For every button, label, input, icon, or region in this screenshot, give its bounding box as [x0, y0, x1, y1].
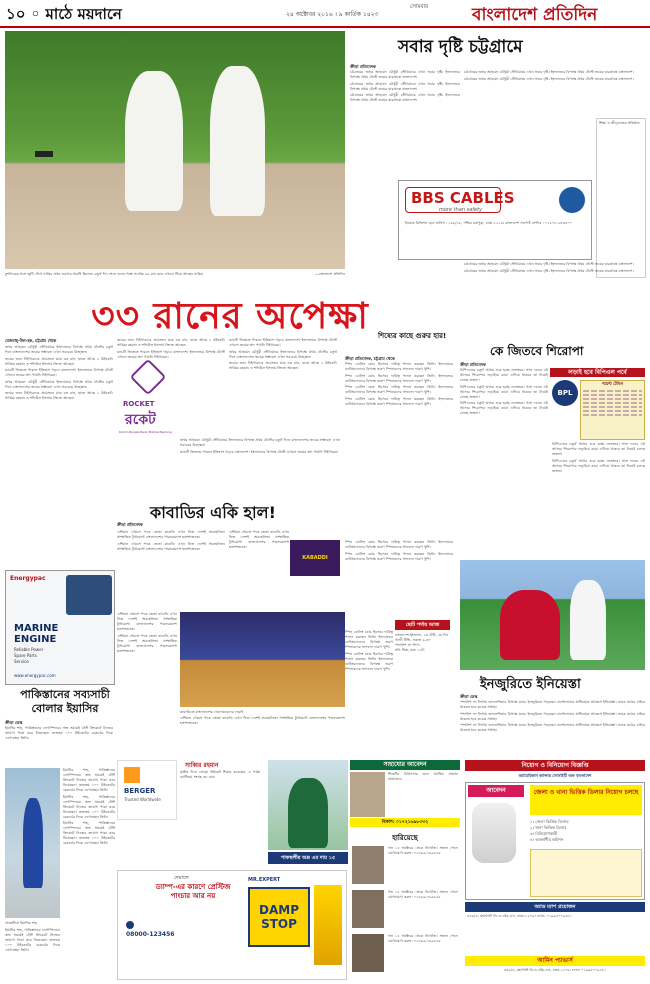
kabaddi-body-col4	[180, 716, 345, 756]
injury-paragraph: স্প্যানিশ লা লিগায় ভ্যালেন্সিয়ার বিপক্ষে ম্যাচে ইনজুরিতে পড়েছেন বার্সেলোনার অধিনায়ক আন্দ্রেস ইনিয়েস্তা। তাকে মাঠের বাইরে থাকতে হবে কয়েক সপ্তাহ।	[460, 723, 645, 732]
missing-body-2: গত ১৫ অক্টোবর থেকে নিখোঁজ। সন্ধান পেলে যোগাযোগ করুন: ০১৮৬৬-৭৯৯৮৫৫	[388, 890, 458, 899]
player-figure	[288, 778, 328, 848]
missing-person-photo-3	[352, 934, 384, 972]
main-paragraph: জহুর আহমেদ চৌধুরী স্টেডিয়ামে ইংল্যান্ডের বিপক্ষে প্রথম টেস্টের চতুর্থ দিনে বাংলাদেশের জয়ের সম্ভাবনা এখন সবচেয়ে উজ্জ্বল।	[180, 438, 340, 447]
continuation-paragraph: স্পিন বোলিং কোচ হিসেবে দায়িত্ব পালন করছেন তিনি। ইংল্যান্ডের ব্যাটসম্যানদের বিপক্ষে তরুণ স্পিনারদের সাফল্যে দারুণ খুশি।	[345, 540, 453, 549]
bbs-cable-icon	[559, 187, 585, 213]
recruit-footer-note: আমিন প্যাভার্স	[465, 956, 645, 966]
damp-brand: MR.EXPERT	[248, 877, 281, 883]
main-paragraph: জয়ের জন্য টাইগারদের প্রয়োজন মাত্র ৩৩ রান, হাতে আছে ২ উইকেট। সাব্বির রহমান ও শফিউল ইসলাম ক্রিজে আছেন।	[229, 361, 337, 370]
sports-column-body	[345, 362, 453, 537]
kabaddi-paragraph: এশিয়ান গেমসে পদক জেতা কাবাডি এখন নিজ দেশেই অবহেলিত। সাম্প্রতিক টুর্নামেন্টে বাংলাদেশের পারফরম্যান্স হতাশাজনক।	[117, 530, 225, 539]
injury-paragraph: স্প্যানিশ লা লিগায় ভ্যালেন্সিয়ার বিপক্ষে ম্যাচে ইনজুরিতে পড়েছেন বার্সেলোনার অধিনায়ক আন্দ্রেস ইনিয়েস্তা। তাকে মাঠের বাইরে থাকতে হবে কয়েক সপ্তাহ।	[460, 700, 645, 709]
kabaddi-logo: KABADDI	[290, 540, 340, 576]
sports-paragraph: স্পিন বোলিং কোচ হিসেবে দায়িত্ব পালন করছেন তিনি। ইংল্যান্ডের ব্যাটসম্যানদের বিপক্ষে তরুণ স্পিনারদের সাফল্যে দারুণ খুশি।	[345, 373, 453, 383]
kabaddi-photo-caption: কাবাডিতে বাংলাদেশের খেলোয়াড়দের লড়াই	[180, 710, 244, 714]
recruit-address: ৪৪৯/এ, মহাখালী ডি.ও.এইচ.এস, ঢাকা-১২০৬। ফোন: ০১৯৯৫০০৯২৮১	[503, 968, 607, 972]
recruit-company: অ্যামেরিকান ক্যান্সার সোসাইটি অফ বাংলাদেশ	[518, 773, 592, 778]
recruit-bullet: ২। থানা ভিত্তিক ডিলার	[530, 825, 567, 830]
kabaddi-paragraph: এশিয়ান গেমসে পদক জেতা কাবাডি এখন নিজ দেশেই অবহেলিত। সাম্প্রতিক টুর্নামেন্টে বাংলাদেশের পারফরম্যান্স হতাশাজনক।	[117, 633, 177, 653]
recruit-bullets	[530, 819, 642, 843]
marine-items	[14, 647, 43, 665]
bpl-byline: ক্রীড়া প্রতিবেদক	[460, 362, 486, 367]
marine-item: Service	[14, 659, 29, 664]
recruit-table	[530, 849, 642, 897]
recruit-bullet: ৩। বিনিয়োগকারী	[530, 831, 558, 836]
small-news-list	[395, 633, 455, 653]
sidebar-paragraph: চট্টগ্রামের জহুর আহমেদ চৌধুরী স্টেডিয়ামে এখন সবার দৃষ্টি। ইংল্যান্ডের বিপক্ষে প্রথম টেস্টে জয়ের দ্বারপ্রান্তে বাংলাদেশ।	[350, 81, 460, 91]
help-appeal-phone: বিকাশ: ০১৭২১৬৯৮৩৩২	[350, 818, 460, 827]
sidebar-byline: ক্রীড়া প্রতিবেদক	[350, 64, 376, 69]
kabaddi-headline: কাবাডির একি হাল!	[150, 503, 276, 522]
kabaddi-paragraph: এশিয়ান গেমসে পদক জেতা কাবাডি এখন নিজ দেশেই অবহেলিত। সাম্প্রতিক টুর্নামেন্টে বাংলাদেশের পারফরম্যান্স হতাশাজনক।	[229, 530, 289, 549]
damp-stop-ad[interactable]	[117, 870, 347, 980]
yasir-body-top: ইয়াসির শাহ, পাকিস্তানের লেগস্পিনার। অল্প সময়েই টেস্ট ক্রিকেটে নিজের জায়গা পাকা করে নিয়েছেন। দ্রুততম ১০০ উইকেটের রেকর্ডের দিকে এগোচ্ছেন তিনি।	[5, 726, 113, 740]
recruit-ad-label: আবেদন	[468, 785, 524, 797]
top-photo	[5, 31, 345, 269]
yasir-photo-caption: প্র্যাকটিসে ইয়াসির শাহ	[5, 921, 37, 925]
sidebar-paragraph: চট্টগ্রামের জহুর আহমেদ চৌধুরী স্টেডিয়ামে এখন সবার দৃষ্টি। ইংল্যান্ডের বিপক্ষে প্রথম টেস্টে জয়ের দ্বারপ্রান্তে বাংলাদেশ।	[464, 76, 634, 81]
marine-title: MARINE ENGINE	[14, 623, 59, 645]
kabaddi-body-col1	[117, 530, 225, 610]
kabaddi-body-col2	[229, 530, 289, 610]
sports-column-byline: ক্রীড়া প্রতিবেদক, চট্টগ্রাম থেকে	[345, 356, 395, 361]
small-news-item: সনি সিক্স, রাত ১২টা	[395, 648, 425, 652]
main-paragraph: জহুর আহমেদ চৌধুরী স্টেডিয়ামে ইংল্যান্ডের বিপক্ষে প্রথম টেস্টের চতুর্থ দিনে বাংলাদেশের জয়ের সম্ভাবনা এখন সবচেয়ে উজ্জ্বল।	[5, 379, 113, 389]
kabaddi-paragraph: এশিয়ান গেমসে পদক জেতা কাবাডি এখন নিজ দেশেই অবহেলিত। সাম্প্রতিক টুর্নামেন্টে বাংলাদেশের পারফরম্যান্স হতাশাজনক।	[117, 612, 177, 631]
player-figure	[500, 590, 560, 660]
kabaddi-paragraph: এশিয়ান গেমসে পদক জেতা কাবাডি এখন নিজ দেশেই অবহেলিত। সাম্প্রতিক টুর্নামেন্টে বাংলাদেশের পারফরম্যান্স হতাশাজনক।	[117, 541, 225, 551]
bpl-paragraph: বিপিএলের চতুর্থ আসর শুরু হচ্ছে নভেম্বরে। সাত দলের এই আসরে শিরোপার লড়াইয়ে কারা এগিয়ে থাকবে তা নিয়েই চলছে জল্পনা।	[552, 458, 645, 473]
bbs-cables-ad[interactable]	[398, 180, 592, 260]
recruit-header: নিয়োগ ও বিনিয়োগ বিজ্ঞপ্তি	[465, 760, 645, 771]
kabaddi-paragraph: এশিয়ান গেমসে পদক জেতা কাবাডি এখন নিজ দেশেই অবহেলিত। সাম্প্রতিক টুর্নামেন্টে বাংলাদেশের পারফরম্যান্স হতাশাজনক।	[180, 716, 345, 725]
stumps-icon	[35, 151, 53, 157]
damp-main: ড্যাম্প-এর কারণে প্রেস্টিজ পাংচার আর নয়	[155, 883, 231, 900]
small-news-item: বাংলাদেশ-ইংল্যান্ড, ১ম টেস্ট, ৫ম দিন	[395, 633, 449, 637]
sidebar-paragraph: চট্টগ্রামের জহুর আহমেদ চৌধুরী স্টেডিয়ামে এখন সবার দৃষ্টি। ইংল্যান্ডের বিপক্ষে প্রথম টেস্টে জয়ের দ্বারপ্রান্তে বাংলাদেশ।	[464, 70, 634, 74]
medic-figure	[570, 580, 606, 660]
sidebar-body	[350, 70, 460, 180]
main-paragraph: জয়ের জন্য টাইগারদের প্রয়োজন মাত্র ৩৩ রান, হাতে আছে ২ উইকেট। সাব্বির রহমান ও শফিউল ইসলাম ক্রিজে আছেন।	[117, 338, 225, 347]
engine-image	[66, 575, 112, 615]
main-reporter: মেজবাহ্-উল-হক, চট্টগ্রাম থেকে	[5, 338, 57, 343]
bpl-paragraph: বিপিএলের চতুর্থ আসর শুরু হচ্ছে নভেম্বরে। সাত দলের এই আসরে শিরোপার লড়াইয়ে কারা এগিয়ে থাকবে তা নিয়েই চলছে জল্পনা।	[552, 442, 645, 456]
main-story-col1	[5, 345, 113, 570]
rocket-ad[interactable]	[117, 360, 177, 442]
kabaddi-byline: ক্রীড়া প্রতিবেদক	[117, 522, 143, 527]
sidebar-headline: সবার দৃষ্টি চট্টগ্রামে	[398, 37, 523, 57]
photo-credit: —বাংলাদেশ প্রতিদিন	[315, 272, 345, 276]
bbs-brand: BBS CABLES	[411, 189, 515, 207]
help-appeal-title: সাহায্যের আবেদন	[350, 760, 460, 770]
missing-title: হারিয়েছে	[392, 834, 418, 842]
injury-byline: ক্রীড়া ডেস্ক	[460, 694, 478, 699]
missing-body: গত ১৫ অক্টোবর থেকে নিখোঁজ। সন্ধান পেলে যোগাযোগ করুন: ০১৮৬৬-৭৯৯৮৫৫	[388, 846, 458, 855]
sidebar-continuation	[464, 262, 644, 342]
sports-paragraph: স্পিন বোলিং কোচ হিসেবে দায়িত্ব পালন করছেন তিনি। ইংল্যান্ডের ব্যাটসম্যানদের বিপক্ষে তরুণ স্পিনারদের সাফল্যে দারুণ খুশি।	[345, 396, 453, 406]
small-news-item: স্প্যানিশ লা লিগা	[395, 643, 420, 647]
berger-brand: BERGER	[124, 787, 156, 795]
recruit-footer-body: ৪৪৯/এ, মহাখালী ডি.ও.এইচ.এস, ঢাকা-১২০৬। ফোন: ০১৯৯৫০০৯২৮১	[467, 914, 573, 918]
photo-caption: মুশফিকের সঙ্গে জুটি গেঁথে সাকিব প্রথম ভরসার সারথি ছিলেন। চতুর্থ দিন শেষে দলের পক্ষে সর্বোচ্চ ৫৯ রান করে এখনো টিকে আছেন সাকিব	[5, 272, 204, 276]
missing-body-3: গত ১৫ অক্টোবর থেকে নিখোঁজ। সন্ধান পেলে যোগাযোগ করুন: ০১৮৬৬-৭৯৯৮৫৫	[388, 934, 458, 943]
recruit-title: জেলা ও থানা ভিত্তিক ডিলার নিয়োগ চলছে	[530, 785, 642, 815]
marine-site: www.energypac.com	[14, 673, 56, 678]
page-day: সোমবার	[410, 4, 429, 10]
berger-ad[interactable]	[117, 760, 177, 820]
injury-photo	[460, 560, 645, 670]
sidebar-paragraph: চট্টগ্রামের জহুর আহমেদ চৌধুরী স্টেডিয়ামে এখন সবার দৃষ্টি। ইংল্যান্ডের বিপক্ষে প্রথম টেস্টে জয়ের দ্বারপ্রান্তে বাংলাদেশ।	[350, 93, 460, 102]
page-header	[0, 0, 650, 28]
bpl-banner: লড়াই হবে বিপিএল পর্বে	[550, 368, 645, 377]
bbs-slogan: more than safety	[439, 207, 483, 213]
small-news-item: গাজী টিভি, সকাল ৯-৩০	[395, 638, 431, 642]
rocket-icon	[130, 359, 167, 396]
bpl-points-table	[580, 380, 645, 440]
injury-body	[460, 700, 645, 760]
sabbir-name: সাব্বির রহমান	[185, 762, 219, 769]
damp-top: দেয়ালে	[174, 875, 189, 881]
kabaddi-photo	[180, 612, 345, 707]
page-section-label: ১০ ◦ মাঠে ময়দানে	[6, 5, 122, 23]
continuation-text-2	[345, 630, 393, 750]
sabbir-body: তৃতীয় দিনে জোড়া উইকেট শিকার করেছেন, এ পর্যন্ত ব্যাটিংয়ে সংগ্রহ ৩৮ রান।	[180, 770, 260, 779]
main-paragraph: ম্যাচটি জিততে পারলে ইতিহাস গড়বে বাংলাদেশ। ইংল্যান্ডের বিপক্ষে টেস্টে এখনো জয়ের স্বাদ পায়নি টাইগাররা।	[180, 449, 339, 454]
small-news-title: ছোট পর্দায় আজ	[395, 620, 450, 630]
brand-tag-box	[596, 118, 646, 278]
yasir-paragraph: ইয়াসির শাহ, পাকিস্তানের লেগস্পিনার। অল্প সময়েই টেস্ট ক্রিকেটে নিজের জায়গা পাকা করে নিয়েছেন। দ্রুততম ১০০ উইকেটের রেকর্ডের দিকে এগোচ্ছেন তিনি।	[63, 768, 115, 792]
sports-column-title: শিষ্যের কাছে গুরুর হার!	[378, 332, 447, 340]
rocket-bangla: রকেট	[125, 412, 156, 428]
brand-tag-text: শিক্ষা ও ক্রীড়াবান্ধব প্রতিষ্ঠান	[599, 121, 640, 125]
bpl-headline: কে জিতবে শিরোপা	[490, 344, 584, 358]
help-appeal-body: শিশুটির চিকিৎসার জন্য আর্থিক সাহায্য প্রয়োজন।	[388, 772, 458, 781]
yasir-paragraph: ইয়াসির শাহ, পাকিস্তানের লেগস্পিনার। অল্প সময়েই টেস্ট ক্রিকেটে নিজের জায়গা পাকা করে নিয়েছেন। দ্রুততম ১০০ উইকেটের রেকর্ডের দিকে এগোচ্ছেন তিনি।	[63, 794, 115, 819]
recruit-footer-title: অ্যাড ম্যাপ প্রয়োজন	[465, 902, 645, 912]
missing-person-photo-2	[352, 890, 384, 928]
marine-engine-ad[interactable]	[5, 570, 115, 685]
sports-paragraph: স্পিন বোলিং কোচ হিসেবে দায়িত্ব পালন করছেন তিনি। ইংল্যান্ডের ব্যাটসম্যানদের বিপক্ষে তরুণ স্পিনারদের সাফল্যে দারুণ খুশি।	[345, 362, 453, 371]
bpl-paragraph: বিপিএলের চতুর্থ আসর শুরু হচ্ছে নভেম্বরে। সাত দলের এই আসরে শিরোপার লড়াইয়ে কারা এগিয়ে থাকবে তা নিয়েই চলছে জল্পনা।	[460, 384, 548, 399]
continuation-paragraph: স্পিন বোলিং কোচ হিসেবে দায়িত্ব পালন করছেন তিনি। ইংল্যান্ডের ব্যাটসম্যানদের বিপক্ষে তরুণ স্পিনারদের সাফল্যে দারুণ খুশি।	[345, 551, 453, 561]
main-paragraph: ম্যাচটি জিততে পারলে ইতিহাস গড়বে বাংলাদেশ। ইংল্যান্ডের বিপক্ষে টেস্টে এখনো জয়ের স্বাদ পায়নি টাইগাররা।	[229, 338, 337, 347]
damp-hotline: 08000-123456	[126, 931, 175, 938]
child-photo	[350, 772, 385, 817]
continuation-paragraph: স্পিন বোলিং কোচ হিসেবে দায়িত্ব পালন করছেন তিনি। ইংল্যান্ডের ব্যাটসম্যানদের বিপক্ষে তরুণ স্পিনারদের সাফল্যে দারুণ খুশি।	[345, 651, 393, 671]
yasir-headline: পাকিস্তানের সব্যসাচী বোলার ইয়াসির	[20, 688, 110, 715]
bpl-logo: BPL	[552, 380, 578, 406]
player-figure	[23, 798, 43, 888]
damp-bucket-image	[314, 885, 342, 965]
marine-item: Spare Parts	[14, 653, 37, 658]
batsman-figure	[210, 66, 265, 216]
sidebar-paragraph: চট্টগ্রামের জহুর আহমেদ চৌধুরী স্টেডিয়ামে এখন সবার দৃষ্টি। ইংল্যান্ডের বিপক্ষে প্রথম টেস্টে জয়ের দ্বারপ্রান্তে বাংলাদেশ।	[464, 268, 634, 273]
shuvo-ad-banner: পাকস্থলীর অম্ল এর দায় ১৫	[268, 852, 348, 864]
berger-logo-icon	[124, 767, 140, 783]
recruit-bullet: ৪। আকর্ষণীয় কমিশন	[530, 837, 564, 842]
main-paragraph: জহুর আহমেদ চৌধুরী স্টেডিয়ামে ইংল্যান্ডের বিপক্ষে প্রথম টেস্টের চতুর্থ দিনে বাংলাদেশের জয়ের সম্ভাবনা এখন সবচেয়ে উজ্জ্বল।	[229, 349, 337, 359]
energypac-logo: Energypac	[10, 575, 46, 582]
bbs-details: ইনকাম ডিভিশন হেড অফিস : ১৬৮/২৮, পশ্চিম রামপুরা, ঢাকা-১২১৯। বাংলাদেশ সাপোর্ট সেন্টার : ০১৫০৮-২৪৩৫০০	[405, 221, 572, 225]
main-headline: ৩৩ রানের অপেক্ষা	[91, 296, 369, 337]
yasir-body-col	[63, 768, 115, 978]
bpl-paragraph: বিপিএলের চতুর্থ আসর শুরু হচ্ছে নভেম্বরে। সাত দলের এই আসরে শিরোপার লড়াইয়ে কারা এগিয়ে থাকবে তা নিয়েই চলছে জল্পনা।	[460, 368, 548, 382]
continuation-text	[345, 540, 453, 620]
yasir-photo	[5, 768, 60, 918]
main-paragraph: জয়ের জন্য টাইগারদের প্রয়োজন মাত্র ৩৩ রান, হাতে আছে ২ উইকেট। সাব্বির রহমান ও শফিউল ইসলাম ক্রিজে আছেন।	[5, 391, 113, 400]
sabbir-photo	[268, 760, 348, 850]
bulb-image	[472, 803, 516, 863]
sidebar-paragraph: চট্টগ্রামের জহুর আহমেদ চৌধুরী স্টেডিয়ামে এখন সবার দৃষ্টি। ইংল্যান্ডের বিপক্ষে প্রথম টেস্টে জয়ের দ্বারপ্রান্তে বাংলাদেশ।	[464, 262, 634, 266]
bpl-body-col1	[460, 368, 548, 558]
main-paragraph: ম্যাচটি জিততে পারলে ইতিহাস গড়বে বাংলাদেশ। ইংল্যান্ডের বিপক্ষে টেস্টে এখনো জয়ের স্বাদ পায়নি টাইগাররা।	[117, 349, 225, 359]
yasir-byline: ক্রীড়া ডেস্ক	[5, 720, 23, 725]
injury-paragraph: স্প্যানিশ লা লিগায় ভ্যালেন্সিয়ার বিপক্ষে ম্যাচে ইনজুরিতে পড়েছেন বার্সেলোনার অধিনায়ক আন্দ্রেস ইনিয়েস্তা। তাকে মাঠের বাইরে থাকতে হবে কয়েক সপ্তাহ।	[460, 711, 645, 721]
bpl-body-col2	[552, 442, 645, 552]
sports-paragraph: স্পিন বোলিং কোচ হিসেবে দায়িত্ব পালন করছেন তিনি। ইংল্যান্ডের ব্যাটসম্যানদের বিপক্ষে তরুণ স্পিনারদের সাফল্যে দারুণ খুশি।	[345, 385, 453, 394]
missing-person-photo	[352, 846, 384, 884]
bpl-paragraph: বিপিএলের চতুর্থ আসর শুরু হচ্ছে নভেম্বরে। সাত দলের এই আসরে শিরোপার লড়াইয়ে কারা এগিয়ে থাকবে তা নিয়েই চলছে জল্পনা।	[460, 401, 548, 415]
marine-item: Reliable Power	[14, 647, 44, 652]
sidebar-paragraph: চট্টগ্রামের জহুর আহমেদ চৌধুরী স্টেডিয়ামে এখন সবার দৃষ্টি। ইংল্যান্ডের বিপক্ষে প্রথম টেস্টে জয়ের দ্বারপ্রান্তে বাংলাদেশ।	[350, 70, 460, 79]
batsman-figure	[125, 71, 183, 211]
yasir-body-bottom: ইয়াসির শাহ, পাকিস্তানের লেগস্পিনার। অল্প সময়েই টেস্ট ক্রিকেটে নিজের জায়গা পাকা করে নিয়েছেন। দ্রুততম ১০০ উইকেটের রেকর্ডের দিকে এগোচ্ছেন তিনি।	[5, 928, 60, 952]
recruit-bullet: ১। জেলা ভিত্তিক ডিলার	[530, 819, 569, 824]
kabaddi-body-col3	[117, 612, 177, 752]
recruit-ad-box[interactable]	[465, 782, 645, 900]
continuation-paragraph: স্পিন বোলিং কোচ হিসেবে দায়িত্ব পালন করছেন তিনি। ইংল্যান্ডের ব্যাটসম্যানদের বিপক্ষে তরুণ স্পিনারদের সাফল্যে দারুণ খুশি।	[345, 630, 393, 649]
bpl-table-title: পয়েন্ট টেবিল	[601, 381, 624, 386]
rocket-name: ROCKET	[123, 400, 155, 408]
main-paragraph: ম্যাচটি জিততে পারলে ইতিহাস গড়বে বাংলাদেশ। ইংল্যান্ডের বিপক্ষে টেস্টে এখনো জয়ের স্বাদ পায়নি টাইগাররা।	[5, 368, 113, 377]
page-date: ২৪ অক্টোবর ২০১৬ । ৯ কার্তিক ১৪২৩	[286, 11, 379, 18]
yasir-paragraph: ইয়াসির শাহ, পাকিস্তানের লেগস্পিনার। অল্প সময়েই টেস্ট ক্রিকেটে নিজের জায়গা পাকা করে নিয়েছেন। দ্রুততম ১০০ উইকেটের রেকর্ডের দিকে এগোচ্ছেন তিনি।	[63, 821, 115, 845]
rocket-tagline: Dutch-Bangla Bank Mobile Banking	[119, 430, 172, 434]
phone-icon	[126, 921, 134, 929]
main-paragraph: জহুর আহমেদ চৌধুরী স্টেডিয়ামে ইংল্যান্ডের বিপক্ষে প্রথম টেস্টের চতুর্থ দিনে বাংলাদেশের জয়ের সম্ভাবনা এখন সবচেয়ে উজ্জ্বল।	[5, 345, 113, 354]
newspaper-logo: বাংলাদেশ প্রতিদিন	[472, 5, 598, 25]
injury-headline: ইনজুরিতে ইনিয়েস্তা	[480, 677, 581, 692]
damp-title: DAMP STOP	[248, 887, 310, 947]
main-paragraph: জয়ের জন্য টাইগারদের প্রয়োজন মাত্র ৩৩ রান, হাতে আছে ২ উইকেট। সাব্বির রহমান ও শফিউল ইসলাম ক্রিজে আছেন।	[5, 356, 113, 366]
berger-tag: Trusted Worldwide	[124, 797, 161, 802]
main-story-col2b	[180, 438, 340, 508]
